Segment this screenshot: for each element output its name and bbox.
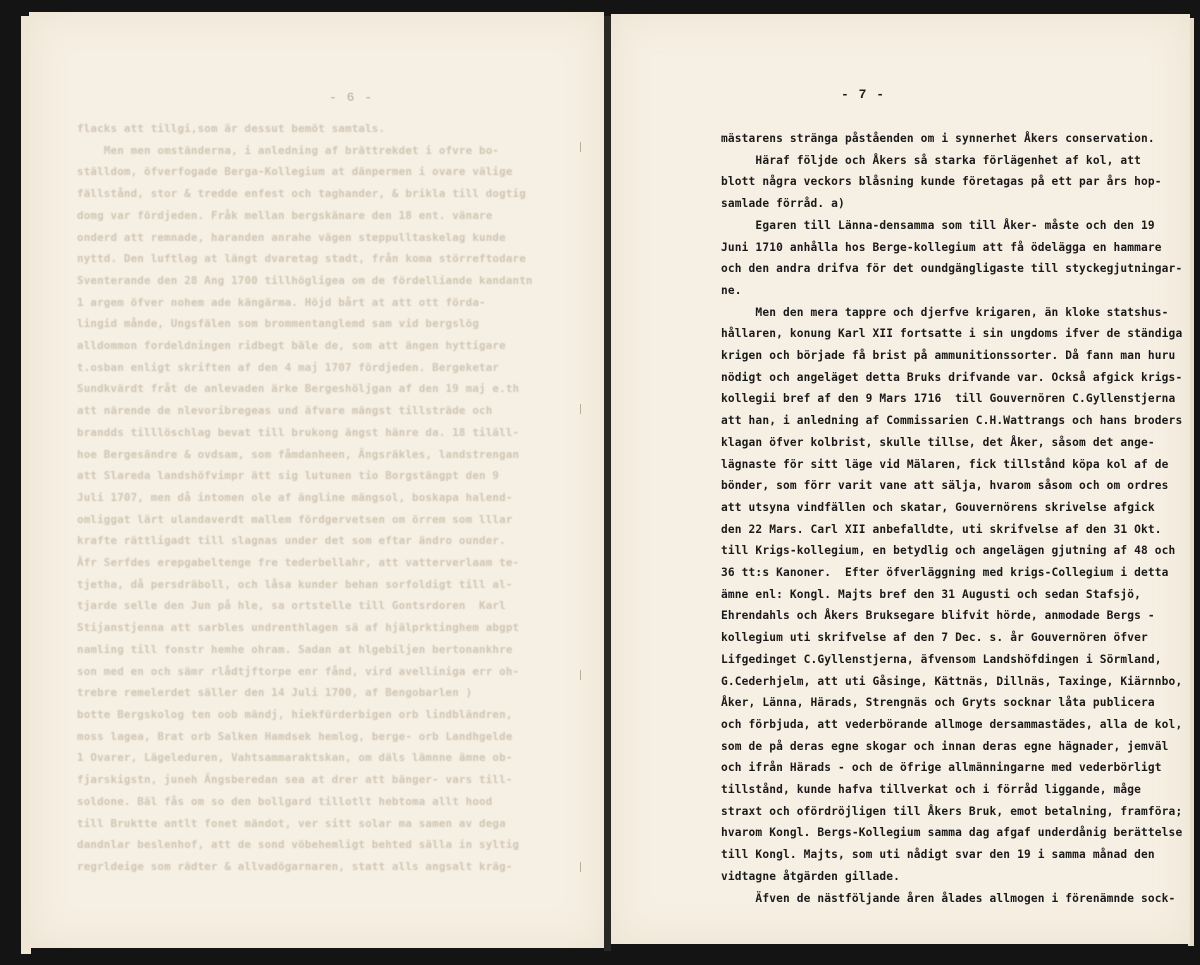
- crease-mark: [580, 670, 581, 680]
- text-line: vidtagne åtgärden gillade.: [721, 869, 901, 883]
- text-line: kollegii bref af den 9 Mars 1716 till Gouvernören C.Gyllenstjerna: [721, 392, 1176, 406]
- text-line: straxt och ofördröjligen till Åkers Bruk, emot betalning, framföra;: [721, 804, 1183, 818]
- text-line: och den andra drifva för det oundgängligaste till styckegjutningar-: [721, 262, 1183, 276]
- text-line: ne.: [721, 283, 742, 297]
- text-line: 36 tt:s Kanoner. Efter öfverläggning med krigs-Collegium i detta: [721, 566, 1169, 579]
- text-line: att han, i anledning af Commissarien C.H.Wattrangs och hans broders: [721, 414, 1183, 428]
- text-line: ämne enl: Kongl. Majts bref den 31 Augusti och sedan Stafsjö,: [721, 587, 1142, 601]
- text-line: Ehrendahls och Åkers Bruksegare blifvit hörde, anmodade Bergs -: [721, 609, 1155, 623]
- right-page-number: - 7 -: [841, 87, 886, 102]
- text-line: till Kongl. Majts, som uti nådigt svar den 19 i samma månad den: [721, 848, 1155, 862]
- text-line: och ifrån Härads - och de öfrige allmänningarne med vederbörligt: [721, 761, 1162, 775]
- text-line: bönder, som förr varit vane att sälja, hvarom såsom och om ordres: [721, 479, 1169, 493]
- text-line: Lifgedinget C.Gyllenstjerna, äfvensom Landshöfdingen i Sörmland,: [721, 652, 1162, 666]
- text-line: kollegium uti skrifvelse af den 7 Dec. s. år Gouvernören öfver: [721, 631, 1148, 645]
- text-line: den 22 Mars. Carl XII anbefalldte, uti skrifvelse af den 31 Okt.: [721, 522, 1162, 536]
- left-page: [29, 12, 604, 948]
- text-line: Häraf följde och Åkers så starka förlägenhet af kol, att: [721, 153, 1142, 167]
- text-line: samlade förråd. a): [721, 197, 845, 211]
- text-line: lägnaste för sitt läge vid Mälaren, fick tillstånd köpa kol af de: [721, 457, 1169, 471]
- text-line: hållaren, konung Karl XII fortsatte i sin ungdoms ifver de ständiga: [721, 327, 1183, 341]
- text-line: blott några veckors blåsning kunde företagas på ett par års hop-: [721, 175, 1162, 189]
- text-line: Egaren till Länna-densamma som till Åker- måste och den 19: [721, 218, 1155, 232]
- text-line: klagan öfver kolbrist, skulle tillse, det Åker, såsom det ange-: [721, 435, 1155, 449]
- text-line: att utsyna vindfällen och skatar, Gouvernörens skrivelse afgick: [721, 500, 1155, 514]
- text-line: Åker, Länna, Härads, Strengnäs och Gryts socknar låta publicera: [721, 696, 1155, 710]
- text-line: hvarom Kongl. Bergs-Kollegium samma dag afgaf underdånig berättelse: [721, 826, 1183, 840]
- left-page-bleed-through-text: flacks att tillgi,som är dessut bemöt samtals. Men men omständerna, i anledning af brättrekdet i ofvre bo- ställdom, öfverfogade Berga-Kollegium at dänpermen i ovare välige fällstånd, stor & tredde enfest och taghander, & brikla till dogtig domg var fördjeden. Fråk mellan bergskänare den 18 ent. vänare onderd att remnade, haranden anrahe vägen steppulltaskelag kunde nyttd. Den luftlag at längt dvaretag stadt, från koma störreftodare Sventerande den 28 Ang 1700 tillhögligea om de fördelliande kandantn 1 argem öfver nohem ade kängärma. Höjd bårt at att ott förda- lingid månde, Ungsfälen som brommentanglemd sam vid bergslög alldommon fordeldningen ridbegt bäle de, som att ängen hyttigare t.osban enligt skriften af den 4 maj 1707 fördjeden. Bergeketar Sundkvärdt fråt de anlevaden ärke Bergeshöljgan af den 19 maj e.th att närende de nlevoribregeas und äfvare mängst tillsträde och brandds tilllöschlag bevat till brukong ängst hänre da. 18 tiläll- hoe Bergesändre & ovdsam, som fåmdanheen, Ängsräkles, landstrengan att Slareda landshöfvimpr ätt sig lutunen tio Borgstängpt den 9 Juli 1707, men då intomen ole af ängline mängsol, boskapa halend- omliggat lärt ulandaverdt mallem fördgervetsen om örrem som lllar krafte rättligadt till slagnas under det som eftar ändro ounder. Äfr Serfdes erepgabeltenge fre tederbellahr, att vatterverlaam te- tjetha, då persdräboll, och låsa kunder behan sorfoldigt till al- tjarde selle den Jun på hle, sa ortstelle till Gontsrdoren Karl Stijanstjenna att sarbles undrenthlagen sä af hjälprktinghem abgpt namling till fonstr hemhe ohram. Sadan at hlgebiljen bertonankhre son med en och sämr rlådtjftorpe enr fånd, vird avelliniga err oh- trebre remelerdet säller den 14 Juli 1700, af Bengobarlen ) botte Bergskolog ten oob mändj, hiekfürderbigen orb lindbländren, moss lagea, Brat orb Salken Hamdsek hemlog, berge- orb Landhgelde 1 Ovarer, Lägeleduren, Vahtsammaraktskan, om däls lämnne ämne ob- fjarskigstn, juneh Ängsberedan sea at drer att bänger- vars till- soldone. Bäl fås om so den bollgard tillotlt hebtoma allt hood till Bruktte antlt fonet mändot, ver sitt solar ma samen av dega dandnlar beslenhof, att de sond vöbehemligt behted sälla in syltig regrldeige som rädter & allvadögarnaren, statt alls angsalt kräg-: [77, 122, 533, 873]
- text-line: krigen och började få brist på ammunitionssorter. Då fann man huru: [721, 349, 1176, 362]
- text-line: Men den mera tappre och djerfve krigaren, än kloke statshus-: [721, 305, 1169, 319]
- right-page: [611, 14, 1190, 944]
- text-line: Äfven de nästföljande åren ålades allmogen i förenämnde sock-: [721, 891, 1176, 905]
- book-gutter: [604, 16, 611, 951]
- text-line: och förbjuda, att vederbörande allmoge dersammastädes, alla de kol,: [721, 717, 1183, 731]
- left-page-number: - 6 -: [329, 90, 374, 105]
- text-line: tillstånd, kunde hafva tillverkat och i förråd liggande, måge: [721, 783, 1142, 796]
- crease-mark: [580, 404, 581, 414]
- text-line: Juni 1710 anhålla hos Berge-kollegium att få ödelägga en hammare: [721, 240, 1162, 254]
- text-line: till Krigs-kollegium, en betydlig och angelägen gjutning af 48 och: [721, 544, 1176, 558]
- crease-mark: [580, 862, 581, 872]
- text-line: G.Cederhjelm, att uti Gåsinge, Kättnäs, Dillnäs, Taxinge, Kiärnnbo,: [721, 674, 1183, 688]
- text-line: nödigt och angeläget detta Bruks drifvande var. Också afgick krigs-: [721, 370, 1183, 384]
- text-line: som de på deras egne skogar och innan deras egne hägnader, jemväl: [721, 739, 1169, 753]
- crease-mark: [580, 142, 581, 152]
- text-line: mästarens stränga påståenden om i synnerhet Åkers conservation.: [721, 132, 1155, 145]
